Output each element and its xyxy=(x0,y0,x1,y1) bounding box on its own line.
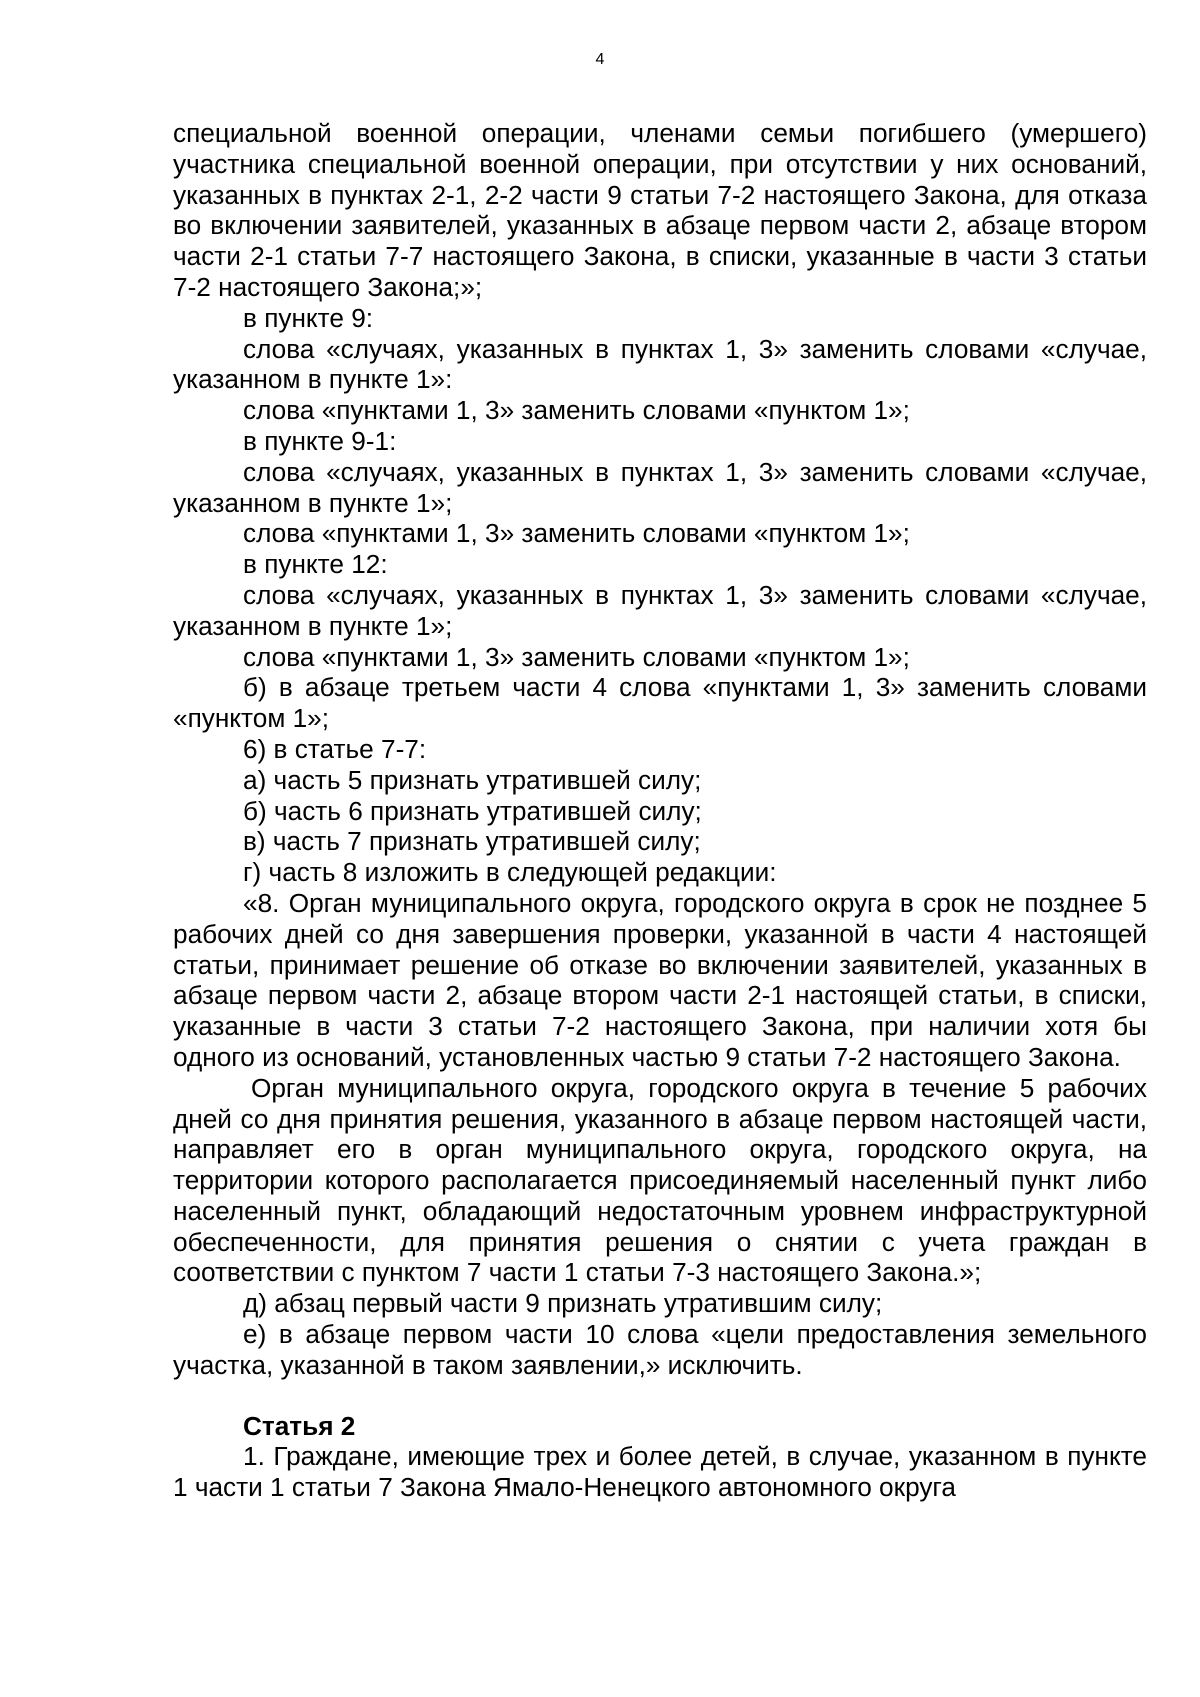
article-heading: Статья 2 xyxy=(243,1410,356,1441)
paragraph: в) часть 7 признать утратившей силу; xyxy=(243,826,701,857)
paragraph: в пункте 9-1: xyxy=(243,425,397,456)
paragraph: б) часть 6 признать утратившей силу; xyxy=(243,795,702,826)
paragraph: в пункте 12: xyxy=(243,549,388,580)
paragraph: г) часть 8 изложить в следующей редакции: xyxy=(243,857,777,888)
paragraph: «8. Орган муниципального округа, городского округа в срок не позднее 5 рабочих дней со дня завершения проверки, указанной в части 4 настоящей статьи, принимает решение об отказе во включении заявителей, указанных в абзаце первом части 2, абзаце втором части 2-1 настоящей статьи, в списки, указанные в части 3 статьи 7-2 настоящего Закона, при наличии хотя бы одного из оснований, установленных частью 9 статьи 7-2 настоящего Закона. xyxy=(173,887,1147,1072)
page-number: 4 xyxy=(595,51,605,68)
paragraph: слова «случаях, указанных в пунктах 1, 3» заменить словами «случае, указанном в пункте 1»; xyxy=(173,456,1147,518)
paragraph: слова «пунктами 1, 3» заменить словами «пунктом 1»; xyxy=(243,641,910,672)
paragraph: 1. Граждане, имеющие трех и более детей, в случае, указанном в пункте 1 части 1 статьи 7 Закона Ямало-Ненецкого автономного округа xyxy=(173,1441,1147,1503)
paragraph: 6) в статье 7-7: xyxy=(243,733,427,764)
paragraph: д) абзац первый части 9 признать утратившим силу; xyxy=(243,1288,883,1319)
paragraph: б) в абзаце третьем части 4 слова «пунктами 1, 3» заменить словами «пунктом 1»; xyxy=(173,672,1147,734)
paragraph: Орган муниципального округа, городского округа в течение 5 рабочих дней со дня принятия решения, указанного в абзаце первом настоящей части, направляет его в орган муниципального округа, городского округа, на территории которого располагается присоединяемый населенный пункт либо населенный пункт, обладающий недостаточным уровнем инфраструктурной обеспеченности, для принятия решения о снятии с учета граждан в соответствии с пунктом 7 части 1 статьи 7-3 настоящего Закона.»; xyxy=(173,1072,1147,1288)
paragraph: специальной военной операции, членами семьи погибшего (умершего) участника специальной военной операции, при отсутствии у них оснований, указанных в пунктах 2-1, 2-2 части 9 статьи 7-2 настоящего Закона, для отказа во включении заявителей, указанных в абзаце первом части 2, абзаце втором части 2-1 статьи 7-7 настоящего Закона, в списки, указанные в части 3 статьи 7-2 настоящего Закона;»; xyxy=(173,118,1147,302)
paragraph: е) в абзаце первом части 10 слова «цели предоставления земельного участка, указанной в таком заявлении,» исключить. xyxy=(173,1319,1147,1380)
paragraph: слова «случаях, указанных в пунктах 1, 3» заменить словами «случае, указанном в пункте 1»: xyxy=(173,333,1147,395)
paragraph: слова «пунктами 1, 3» заменить словами «пунктом 1»; xyxy=(243,518,910,549)
section-spacer xyxy=(173,1381,1147,1411)
paragraph: слова «пунктами 1, 3» заменить словами «пунктом 1»; xyxy=(243,395,910,426)
paragraph: а) часть 5 признать утратившей силу; xyxy=(243,764,702,795)
paragraph: слова «случаях, указанных в пунктах 1, 3» заменить словами «случае, указанном в пункте 1»; xyxy=(173,579,1147,641)
paragraph: в пункте 9: xyxy=(243,302,374,333)
document-body xyxy=(173,118,1147,1503)
